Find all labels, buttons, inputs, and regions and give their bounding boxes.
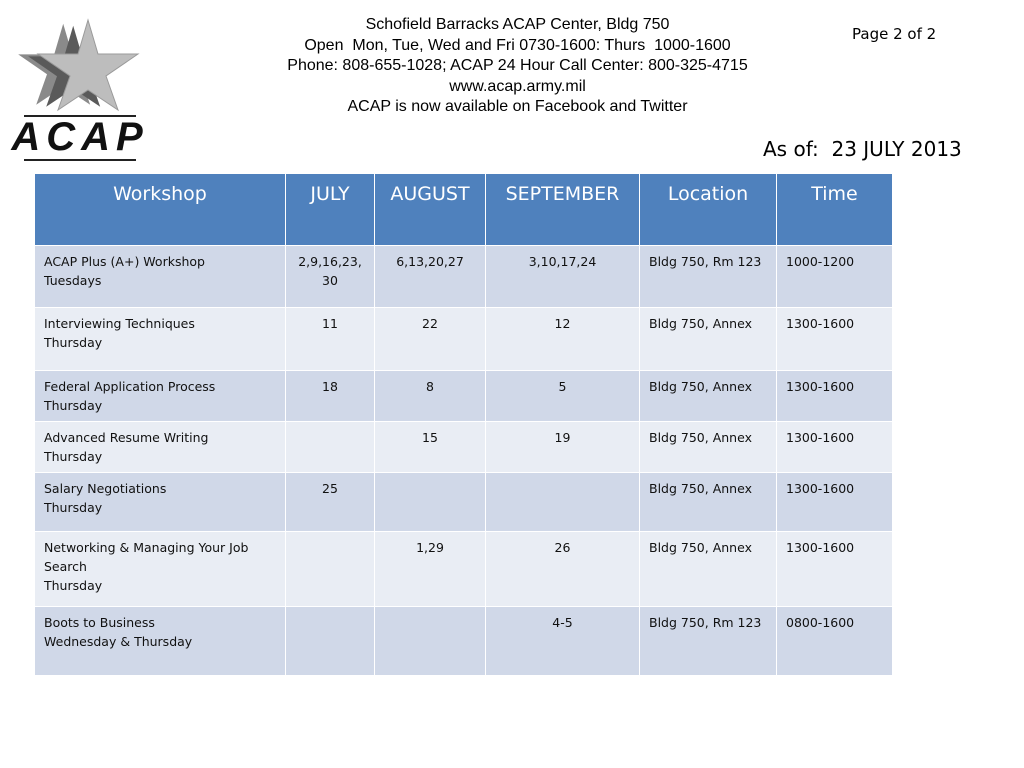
september-cell: 3,10,17,24: [486, 246, 640, 308]
workshop-cell: [35, 473, 286, 532]
workshop-cell: [35, 246, 286, 308]
workshop-cell: [35, 532, 286, 607]
col-header-september: SEPTEMBER: [486, 174, 640, 246]
workshop-name: Federal Application Process: [44, 379, 216, 394]
as-of-date: As of: 23 JULY 2013: [763, 137, 962, 161]
time-cell: 1000-1200: [777, 246, 893, 308]
location-cell: Bldg 750, Rm 123: [640, 246, 777, 308]
social-note: ACAP is now available on Facebook and Twitter: [347, 98, 688, 115]
location-cell: Bldg 750, Annex: [640, 422, 777, 473]
location-cell: Bldg 750, Rm 123: [640, 607, 777, 676]
location-cell: Bldg 750, Annex: [640, 532, 777, 607]
july-cell: [286, 532, 375, 607]
workshop-schedule-table: [34, 173, 893, 676]
table-row: [35, 607, 893, 676]
august-cell: 15: [375, 422, 486, 473]
july-cell: 11: [286, 308, 375, 371]
table-row: [35, 422, 893, 473]
september-cell: 19: [486, 422, 640, 473]
table-row: [35, 246, 893, 308]
workshop-name: Salary Negotiations: [44, 481, 167, 496]
col-header-time: Time: [777, 174, 893, 246]
time-cell: 1300-1600: [777, 371, 893, 422]
august-cell: [375, 473, 486, 532]
location-cell: Bldg 750, Annex: [640, 473, 777, 532]
july-cell: 18: [286, 371, 375, 422]
workshop-cell: [35, 371, 286, 422]
table-row: [35, 473, 893, 532]
august-cell: [375, 607, 486, 676]
time-cell: 1300-1600: [777, 532, 893, 607]
logo-wordmark: ACAP: [11, 115, 149, 159]
workshop-name: Networking & Managing Your Job Search: [44, 540, 249, 574]
time-cell: 0800-1600: [777, 607, 893, 676]
phone-numbers: Phone: 808-655-1028; ACAP 24 Hour Call Center: 800-325-4715: [287, 57, 748, 74]
star-logo-icon: [11, 16, 149, 164]
workshop-day: Thursday: [44, 578, 103, 593]
table-row: [35, 532, 893, 607]
col-header-location: Location: [640, 174, 777, 246]
open-hours: Open Mon, Tue, Wed and Fri 0730-1600: Thurs 1000-1600: [304, 36, 731, 54]
center-info: [240, 15, 795, 118]
august-cell: 8: [375, 371, 486, 422]
time-cell: 1300-1600: [777, 308, 893, 371]
workshop-day: Wednesday & Thursday: [44, 634, 193, 649]
time-cell: 1300-1600: [777, 473, 893, 532]
workshop-cell: [35, 308, 286, 371]
acap-logo: [11, 16, 149, 164]
workshop-name: ACAP Plus (A+) Workshop: [44, 254, 205, 269]
workshop-cell: [35, 607, 286, 676]
september-cell: 26: [486, 532, 640, 607]
table-header-row: [35, 174, 893, 246]
august-cell: 22: [375, 308, 486, 371]
july-cell: 2,9,16,23, 30: [286, 246, 375, 308]
workshop-name: Boots to Business: [44, 615, 155, 630]
september-cell: [486, 473, 640, 532]
workshop-day: Thursday: [44, 449, 103, 464]
september-cell: 4-5: [486, 607, 640, 676]
location-cell: Bldg 750, Annex: [640, 371, 777, 422]
workshop-day: Thursday: [44, 398, 103, 413]
table-row: [35, 308, 893, 371]
august-cell: 1,29: [375, 532, 486, 607]
col-header-august: AUGUST: [375, 174, 486, 246]
table-row: [35, 371, 893, 422]
workshop-name: Advanced Resume Writing: [44, 430, 209, 445]
july-cell: 25: [286, 473, 375, 532]
location-cell: Bldg 750, Annex: [640, 308, 777, 371]
page-number: Page 2 of 2: [852, 25, 937, 43]
center-name: Schofield Barracks ACAP Center, Bldg 750: [365, 16, 670, 33]
col-header-july: JULY: [286, 174, 375, 246]
col-header-workshop: Workshop: [35, 174, 286, 246]
workshop-day: Thursday: [44, 500, 103, 515]
website: www.acap.army.mil: [449, 77, 586, 95]
september-cell: 12: [486, 308, 640, 371]
july-cell: [286, 422, 375, 473]
workshop-day: Tuesdays: [44, 273, 102, 288]
september-cell: 5: [486, 371, 640, 422]
time-cell: 1300-1600: [777, 422, 893, 473]
workshop-day: Thursday: [44, 335, 103, 350]
workshop-cell: [35, 422, 286, 473]
july-cell: [286, 607, 375, 676]
workshop-name: Interviewing Techniques: [44, 316, 195, 331]
august-cell: 6,13,20,27: [375, 246, 486, 308]
